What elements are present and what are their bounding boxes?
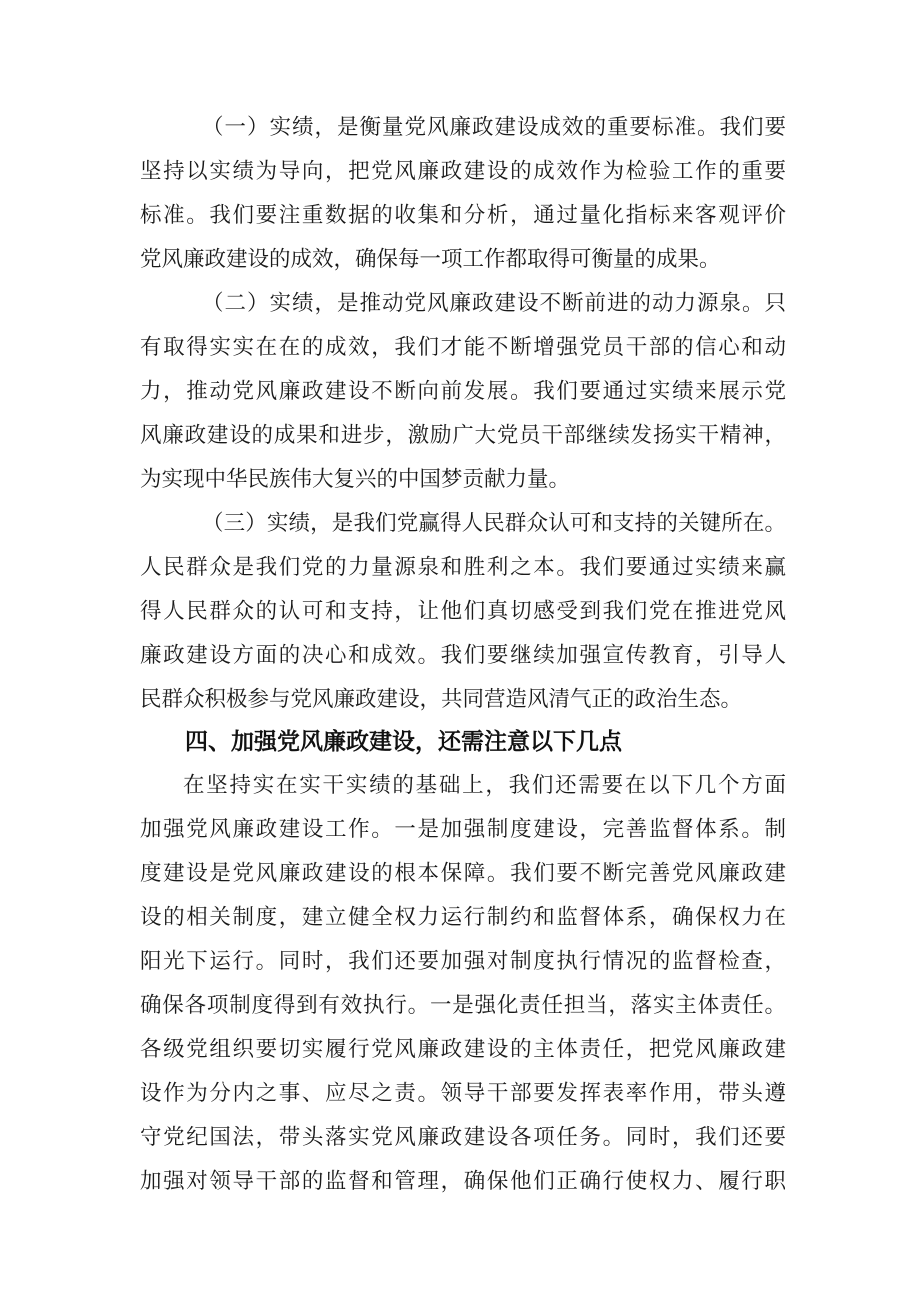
paragraph-4-line-2: 加强党风廉政建设工作。一是加强制度建设，完善监督体系。制	[140, 817, 786, 842]
paragraph-4-line-8: 设作为分内之事、应尽之责。领导干部要发挥表率作用，带头遵	[140, 1081, 786, 1106]
paragraph-2-line-4: 风廉政建设的成果和进步，激励广大党员干部继续发扬实干精神，	[140, 423, 786, 448]
paragraph-2-line-2: 有取得实实在在的成效，我们才能不断增强党员干部的信心和动	[140, 335, 786, 360]
paragraph-4-line-3: 度建设是党风廉政建设的根本保障。我们要不断完善党风廉政建	[140, 861, 786, 886]
paragraph-1-line-4: 党风廉政建设的成效，确保每一项工作都取得可衡量的成果。	[140, 247, 721, 272]
paragraph-2-line-3: 力，推动党风廉政建设不断向前发展。我们要通过实绩来展示党	[140, 379, 786, 404]
paragraph-4-line-5: 阳光下运行。同时，我们还要加强对制度执行情况的监督检查，	[140, 949, 786, 974]
section-heading: 四、加强党风廉政建设，还需注意以下几点	[185, 729, 622, 755]
paragraph-4-line-10: 加强对领导干部的监督和管理，确保他们正确行使权力、履行职	[140, 1169, 786, 1194]
paragraph-1-line-3: 标准。我们要注重数据的收集和分析，通过量化指标来客观评价	[140, 203, 786, 228]
paragraph-4-line-6: 确保各项制度得到有效执行。一是强化责任担当，落实主体责任。	[140, 993, 786, 1018]
paragraph-4-line-1: 在坚持实在实干实绩的基础上，我们还需要在以下几个方面	[183, 773, 786, 798]
paragraph-3-line-2: 人民群众是我们党的力量源泉和胜利之本。我们要通过实绩来赢	[140, 555, 786, 580]
paragraph-4-line-7: 各级党组织要切实履行党风廉政建设的主体责任，把党风廉政建	[140, 1037, 786, 1062]
paragraph-1-line-2: 坚持以实绩为导向，把党风廉政建设的成效作为检验工作的重要	[140, 159, 786, 184]
paragraph-2-line-1: （二）实绩，是推动党风廉政建设不断前进的动力源泉。只	[202, 291, 786, 316]
paragraph-1-line-1: （一）实绩，是衡量党风廉政建设成效的重要标准。我们要	[202, 115, 786, 140]
paragraph-2-line-5: 为实现中华民族伟大复兴的中国梦贡献力量。	[140, 467, 571, 492]
paragraph-4-line-9: 守党纪国法，带头落实党风廉政建设各项任务。同时，我们还要	[140, 1125, 786, 1150]
paragraph-4-line-4: 设的相关制度，建立健全权力运行制约和监督体系，确保权力在	[140, 905, 786, 930]
paragraph-3-line-5: 民群众积极参与党风廉政建设，共同营造风清气正的政治生态。	[140, 687, 743, 712]
paragraph-3-line-1: （三）实绩，是我们党赢得人民群众认可和支持的关键所在。	[202, 511, 786, 536]
paragraph-3-line-4: 廉政建设方面的决心和成效。我们要继续加强宣传教育，引导人	[140, 643, 786, 668]
paragraph-3-line-3: 得人民群众的认可和支持，让他们真切感受到我们党在推进党风	[140, 599, 786, 624]
